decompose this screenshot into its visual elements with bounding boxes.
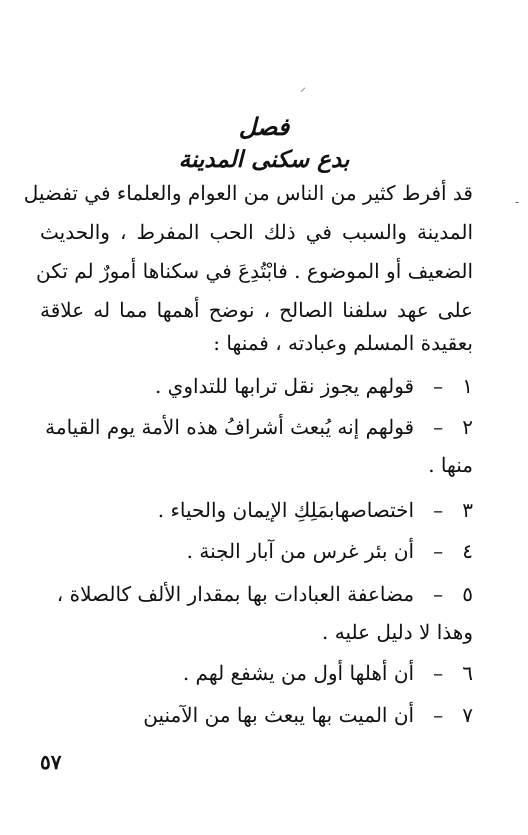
page-number: ٥٧ [40,750,62,774]
item-number: ٥ [462,582,473,606]
list-item: ٤ – أن بئر غرس من آبار الجنة . [186,539,473,563]
item-number: ٤ [462,539,473,563]
margin-mark: ⸝ [300,80,307,94]
paragraph-line: المدينة والسبب في ذلك الحب المفرط ، والحديث [40,220,473,244]
item-text: اختصاصهابمَلِكِ الإيمان والحياء . [157,498,415,522]
item-text: مضاعفة العبادات بها بمقدار الألف كالصلاة ، [56,582,415,606]
paragraph-line: على عهد سلفنا الصالح ، نوضح أهمها مما له علاقة [40,298,473,322]
item-number: ٢ [462,415,473,439]
item-text: أن أهلها أول من يشفع لهم . [182,661,415,685]
section-subtitle: بدع سكنى المدينة [178,146,350,173]
margin-mark: - [515,195,520,209]
chapter-title: فصل [238,112,290,141]
list-item: ١ – قولهم يجوز نقل ترابها للتداوي . [154,374,473,398]
list-item: ٢ – قولهم إنه يُبعث أشرافُ هذه الأمة يوم القيامة [45,415,473,439]
item-number: ٧ [462,703,473,727]
list-item: ٥ – مضاعفة العبادات بها بمقدار الألف كالصلاة ، [56,582,473,606]
paragraph-line: قد أفرط كثير من الناس من العوام والعلماء في تفضيل [23,181,473,205]
item-number: ١ [462,374,473,398]
item-text: قولهم يجوز نقل ترابها للتداوي . [154,374,415,398]
item-continuation: وهذا لا دليل عليه . [322,620,473,644]
list-item: ٣ – اختصاصهابمَلِكِ الإيمان والحياء . [157,498,473,522]
list-item: ٦ – أن أهلها أول من يشفع لهم . [182,661,473,685]
item-number: ٦ [462,661,473,685]
item-text: أن الميت بها يبعث بها من الآمنين [143,703,415,727]
list-item: ٧ – أن الميت بها يبعث بها من الآمنين [143,703,473,727]
paragraph-line: بعقيدة المسلم وعبادته ، فمنها : [213,331,473,355]
paragraph-line: الضعيف أو الموضوع . فابْتُدِعَ في سكناها أمورٌ لم تكن [36,259,473,283]
item-continuation: منها . [428,453,473,477]
item-number: ٣ [462,498,473,522]
item-text: قولهم إنه يُبعث أشرافُ هذه الأمة يوم القيامة [45,415,415,439]
item-text: أن بئر غرس من آبار الجنة . [186,539,415,563]
